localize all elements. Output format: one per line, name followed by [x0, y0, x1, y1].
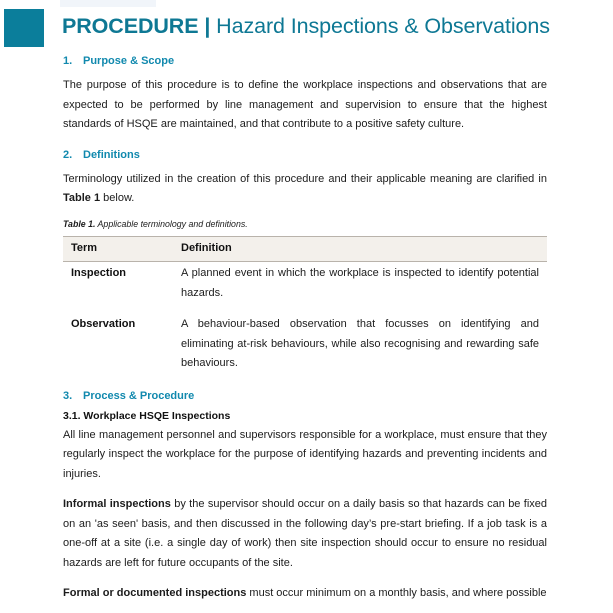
definitions-intro-after: below.: [100, 192, 135, 204]
table-caption-label: Table 1.: [63, 218, 96, 229]
paragraph-purpose-scope: The purpose of this procedure is to define the workplace inspections and observations that are expected to be performed by line management and supervision to ensure that the highest standards of HSQE are maintained, and that contribute to a positive safety culture.: [63, 79, 547, 130]
paragraph-definitions-intro: [63, 170, 547, 209]
section-label-3: Process & Procedure: [83, 389, 195, 402]
definitions-table: [63, 236, 547, 379]
definitions-intro-table-ref: Table 1: [63, 192, 101, 204]
table-row: [63, 262, 547, 309]
document-body: [63, 54, 547, 613]
section-label-2: Definitions: [83, 148, 140, 161]
cell-term: Inspection: [71, 267, 127, 279]
definitions-intro-before: Terminology utilized in the creation of this procedure and their applicable meaning are clarified in: [63, 172, 547, 185]
formal-inspections-text: must occur minimum on a monthly basis, and where possible: [246, 587, 547, 599]
cell-definition: A planned event in which the workplace is inspected to identify potential hazards.: [181, 267, 539, 299]
paragraph-workplace-hsqe-inspections: All line management personnel and supervisors responsible for a workplace, must ensure that they regularly inspect the workplace for the purpose of identifying hazards and preventing incidents and injuries.: [63, 428, 547, 480]
section-number-2: 2.: [63, 148, 73, 161]
page-title: [62, 11, 550, 41]
table-caption-text: Applicable terminology and definitions.: [95, 218, 248, 229]
column-header-definition: Definition: [173, 236, 547, 262]
paragraph-informal-inspections: [63, 495, 547, 573]
section-number-3: 3.: [63, 389, 73, 402]
section-heading-process-procedure: [63, 389, 547, 403]
page-title-strong: PROCEDURE: [62, 14, 199, 38]
table-row: [63, 308, 547, 379]
section-heading-purpose-scope: [63, 54, 547, 68]
section-label-1: Purpose & Scope: [83, 55, 175, 67]
page-title-separator: |: [198, 14, 217, 38]
section-number-1: 1.: [63, 55, 73, 67]
brand-color-block: [4, 9, 44, 47]
section-heading-definitions: [63, 148, 547, 162]
table-caption: [63, 218, 547, 230]
table-header-row: [63, 236, 547, 262]
informal-inspections-lead: Informal inspections: [63, 498, 171, 510]
column-header-term: Term: [63, 236, 173, 262]
paragraph-formal-inspections: [63, 584, 547, 604]
cell-definition: A behaviour-based observation that focusses on identifying and eliminating at-risk behaviours, while also recognising and rewarding safe behaviours.: [181, 318, 539, 369]
formal-inspections-lead: Formal or documented inspections: [63, 587, 247, 599]
cell-term: Observation: [71, 318, 136, 330]
page-top-accent-band: [60, 0, 156, 7]
document-header: [0, 9, 613, 49]
informal-inspections-text: by the supervisor should occur on a daily basis so that hazards can be fixed on an 'as seen' basis, and then discussed in the following day’s pre-start briefing. If a job task is a one-off at a site (i.e. a single day of work) then site inspection should occur to ensure no residual hazards are left for future occupants of the site.: [63, 498, 548, 569]
page-title-subject: Hazard Inspections & Observations: [216, 14, 550, 38]
subsection-heading-workplace-hsqe-inspections: 3.1. Workplace HSQE Inspections: [63, 409, 231, 422]
